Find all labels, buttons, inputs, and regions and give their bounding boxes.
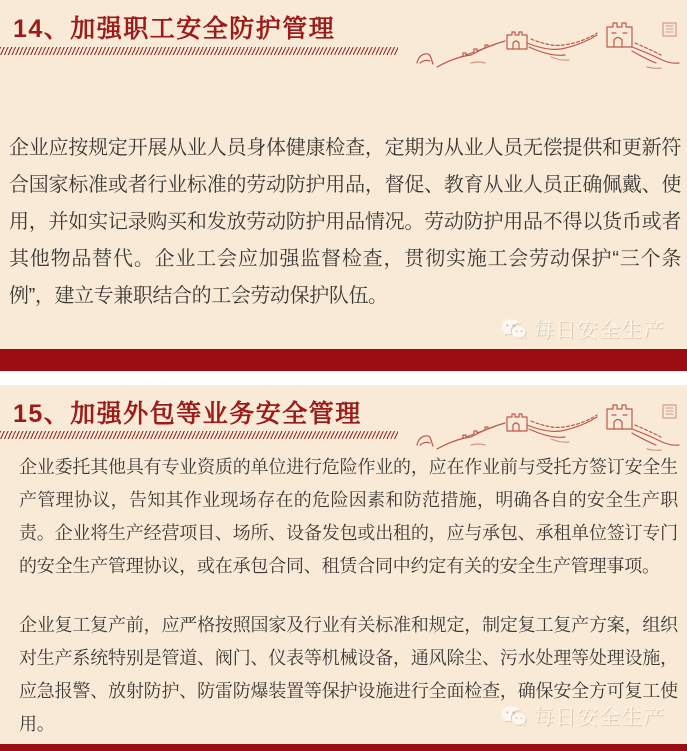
great-wall-illustration xyxy=(411,399,683,457)
wechat-icon xyxy=(500,705,527,728)
watermark-text: 每日安全生产 xyxy=(533,319,665,342)
section-15-heading: 15、加强外包等业务安全管理 xyxy=(13,400,362,428)
section-14-heading: 14、加强职工安全防护管理 xyxy=(13,15,336,43)
section-14 xyxy=(0,0,687,349)
seal-stamp xyxy=(663,405,676,418)
wechat-icon xyxy=(500,318,527,341)
section-divider-bar xyxy=(0,349,687,371)
section-15-paragraph-1: 企业委托其他具有专业资质的单位进行危险作业的，应在作业前与受托方签订安全生产管理协议，告知其作业现场存在的危险因素和防范措施，明确各自的安全生产职责。企业将生产经营项目、场所、设备发包或出租的，应与承包、承租单位签订专门的安全生产管理协议，或在承包合同、租赁合同中约定有关的安全生产管理事项。 xyxy=(19,457,678,576)
section-14-paragraph: 企业应按规定开展从业人员身体健康检查，定期为从业人员无偿提供和更新符合国家标准或者行业标准的劳动防护用品，督促、教育从业人员正确佩戴、使用，并如实记录购买和发放劳动防护用品情况。劳动防护用品不得以货币或者其他物品替代。企业工会应加强监督检查，贯彻实施工会劳动保护“三个条例”，建立专兼职结合的工会劳动保护队伍。 xyxy=(9,137,681,307)
hatched-divider xyxy=(0,431,398,439)
watermark xyxy=(500,701,665,731)
section-15-paragraph-2: 企业复工复产前，应严格按照国家及行业有关标准和规定，制定复工复产方案，组织对生产系统特别是管道、阀门、仪表等机械设备，通风除尘、污水处理等处理设施，应急报警、放射防护、防雷防爆装置等保护设施进行全面检查，确保安全方可复工使用。 xyxy=(19,615,678,734)
watermark xyxy=(500,314,665,344)
bottom-divider-bar xyxy=(0,744,687,751)
hatched-divider xyxy=(0,47,398,55)
seal-stamp xyxy=(663,23,676,36)
great-wall-illustration xyxy=(411,17,683,75)
section-gap xyxy=(0,371,687,385)
watermark-text: 每日安全生产 xyxy=(533,706,665,729)
section-15 xyxy=(0,385,687,744)
